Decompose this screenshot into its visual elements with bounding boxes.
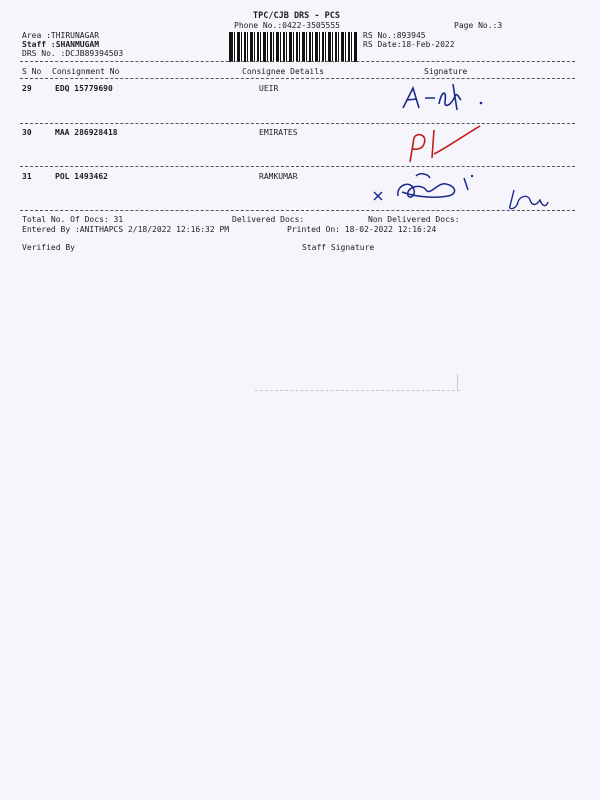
row-consignee: UEIR	[259, 84, 279, 93]
total-docs: Total No. Of Docs: 31	[22, 215, 124, 224]
drs-number: DRS No. :DCJB89394503	[22, 49, 124, 58]
delivered-docs: Delivered Docs:	[232, 215, 305, 224]
column-header-signature: Signature	[424, 67, 468, 76]
non-delivered-docs: Non Delivered Docs:	[368, 215, 460, 224]
page-number: Page No.:3	[454, 21, 503, 30]
column-header-consignment: Consignment No	[52, 67, 120, 76]
handwritten-signature-row-30	[400, 120, 485, 165]
row-divider	[20, 166, 575, 167]
phone-number: Phone No.:0422-3505555	[234, 21, 340, 30]
row-consignment: EDQ 15779690	[55, 84, 113, 93]
scan-artifact-mark	[457, 374, 458, 390]
handwritten-signature-row-29	[395, 82, 495, 112]
row-divider	[20, 123, 575, 124]
table-end-divider	[20, 210, 575, 211]
handwritten-initials	[506, 186, 551, 211]
verified-by-label: Verified By	[22, 243, 75, 252]
barcode	[229, 32, 357, 62]
row-sno: 29	[22, 84, 32, 93]
header-divider	[20, 61, 575, 62]
rs-number: RS No.:893945	[363, 31, 426, 40]
row-sno: 31	[22, 172, 32, 181]
row-consignee: RAMKUMAR	[259, 172, 298, 181]
staff-field: Staff :SHANMUGAM	[22, 40, 100, 49]
row-consignment: POL 1493462	[55, 172, 108, 181]
rs-date: RS Date:18-Feb-2022	[363, 40, 455, 49]
entered-by: Entered By :ANITHAPCS 2/18/2022 12:16:32 PM	[22, 225, 230, 234]
document-title: TPC/CJB DRS - PCS	[253, 11, 340, 21]
handwritten-signature-row-31	[368, 168, 488, 208]
row-consignee: EMIRATES	[259, 128, 298, 137]
area-field: Area :THIRUNAGAR	[22, 31, 100, 40]
staff-signature-label: Staff Signature	[302, 243, 375, 252]
row-consignment: MAA 286928418	[55, 128, 118, 137]
column-header-consignee: Consignee Details	[242, 67, 324, 76]
column-header-sno: S No	[22, 67, 42, 76]
row-sno: 30	[22, 128, 32, 137]
scan-artifact-line	[255, 390, 460, 391]
column-header-divider	[20, 78, 575, 79]
printed-on: Printed On: 18-02-2022 12:16:24	[287, 225, 437, 234]
